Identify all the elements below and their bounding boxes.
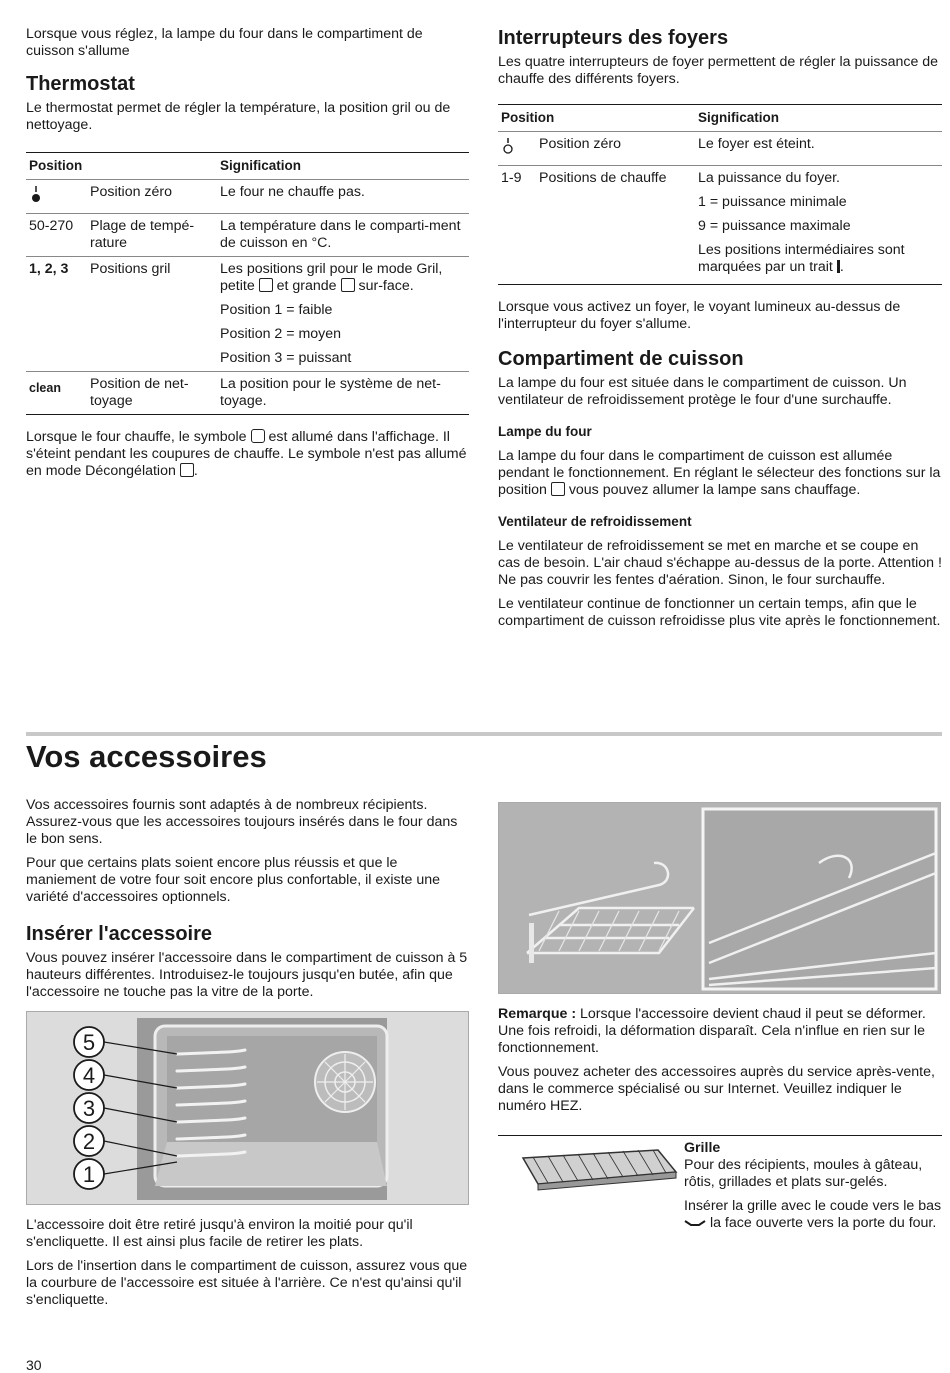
- row-code: clean: [26, 372, 87, 415]
- row-code: 1, 2, 3: [26, 257, 87, 372]
- table-row: [498, 132, 942, 166]
- zero-symbol-icon: [26, 180, 87, 214]
- lamp-text: [498, 448, 942, 499]
- row-sig: Position 2 = moyen: [220, 326, 342, 342]
- zero-symbol-icon: [498, 132, 536, 166]
- text-part: vous pouvez allumer la lampe sans chauffage.: [568, 482, 861, 498]
- oven-levels-figure: [26, 1011, 469, 1205]
- thermostat-text: Le thermostat permet de régler la température, la position gril ou de nettoyage.: [26, 100, 451, 133]
- row-sig: Position 3 = puissant: [220, 350, 352, 366]
- level-2-label: 2: [82, 1129, 96, 1154]
- level-3-label: 3: [82, 1096, 96, 1121]
- switches-text: Les quatre interrupteurs de foyer permettent de régler la puissance de chauffe des différents foyers.: [498, 54, 939, 87]
- rack-illustration: [499, 803, 941, 994]
- thermostat-heading: Thermostat: [26, 73, 135, 95]
- text-part: Insérer la grille avec le coude vers le bas: [684, 1198, 942, 1214]
- row-name: Position zéro: [87, 180, 217, 214]
- level-5-label: 5: [82, 1030, 96, 1055]
- text-part: Lorsque le four chauffe, le symbole: [26, 429, 247, 445]
- row-name: Position zéro: [536, 132, 695, 166]
- thermometer-icon: [251, 429, 265, 443]
- right-column: [498, 26, 942, 637]
- row-sig: La position pour le système de net-toyage.: [220, 376, 441, 409]
- accessories-right-column: [498, 802, 942, 1239]
- section-title: Vos accessoires: [26, 739, 267, 774]
- row-name: Position de net-toyage: [87, 372, 217, 415]
- row-code: 1-9: [498, 166, 536, 285]
- bar-mark-icon: [837, 260, 840, 273]
- row-sig: et grande: [276, 278, 337, 294]
- fan-heading: Ventilateur de refroidissement: [498, 514, 692, 529]
- th-signification: Signification: [217, 153, 469, 180]
- row-sig: La puissance du foyer.: [698, 170, 840, 186]
- row-sig: Le four ne chauffe pas.: [220, 184, 365, 200]
- th-signification: Signification: [695, 105, 942, 132]
- switches-heading: Interrupteurs des foyers: [498, 27, 729, 49]
- row-name: Positions gril: [87, 257, 217, 372]
- table-row: [26, 257, 469, 372]
- withdraw-text: L'accessoire doit être retiré jusqu'à environ la moitié pour qu'il s'encliquette. Il est ainsi plus facile de retirer les plats.: [26, 1217, 413, 1250]
- text-part: est allumé dans l'affichage. Il s'éteint pendant les coupures de chauffe. Le symbole n'est pas allumé en mode Décongélation: [26, 429, 467, 479]
- fan-text-2: Le ventilateur continue de fonctionner un certain temps, afin que le compartiment de cuisson refroidisse plus vite après le fonctionnement.: [498, 596, 941, 629]
- defrost-icon: [180, 463, 194, 477]
- small-grill-icon: [259, 278, 273, 292]
- table-row: [26, 214, 469, 257]
- large-grill-icon: [341, 278, 355, 292]
- row-sig: Le foyer est éteint.: [698, 136, 815, 152]
- left-column: [26, 26, 469, 487]
- fan-text-1: Le ventilateur de refroidissement se met en marche et se coupe en cas de besoin. L'air chaud s'échappe au-dessus de la porte. Attention ! Ne pas couvrir les fentes d'aération. Sinon, le four surchauffe.: [498, 538, 942, 588]
- row-sig: 9 = puissance maximale: [698, 218, 851, 234]
- lamp-heading: Lampe du four: [498, 424, 592, 439]
- note-label: Remarque :: [498, 1006, 577, 1022]
- rack-figure: [498, 802, 941, 994]
- grille-text-2: [684, 1198, 942, 1232]
- row-sig: sur-face.: [358, 278, 414, 294]
- switch-led-text: Lorsque vous activez un foyer, le voyant lumineux au-dessus de l'interrupteur du foyer s'allume.: [498, 299, 901, 332]
- row-sig: Les positions intermédiaires sont marquées par un trait: [698, 242, 905, 275]
- table-row: [26, 180, 469, 214]
- row-sig: 1 = puissance minimale: [698, 194, 847, 210]
- grille-image: [498, 1140, 684, 1200]
- insert-text: Vous pouvez insérer l'accessoire dans le compartiment de cuisson à 5 hauteurs différentes. Introduisez-le toujours jusqu'en butée, afin que l'accessoire ne touche pas la vitre de la porte.: [26, 950, 468, 1000]
- curvature-text: Lors de l'insertion dans le compartiment de cuisson, assurez vous que la courbure de l'accessoire est située à l'arrière. Ce n'est qu'ainsi qu'il s'encliquette.: [26, 1258, 468, 1308]
- page-number: 30: [26, 1357, 42, 1373]
- th-position: Position: [498, 105, 695, 132]
- text-part: Lorsque l'accessoire devient chaud il peut se déformer. Une fois refroidi, la déformation disparaît. Cela n'influe en rien sur le fonctionnement.: [498, 1006, 926, 1056]
- insert-heading: Insérer l'accessoire: [26, 923, 212, 945]
- text-part: la face ouverte vers la porte du four.: [709, 1215, 937, 1231]
- table-row: 1-9 Positions de chauffe La puissance du foyer. 1 = puissance minimale 9 = puissance maximale Les positions intermédiaires sont marquées par un trait .: [498, 166, 942, 285]
- heating-symbol-text: [26, 429, 469, 480]
- intro-text: Lorsque vous réglez, la lampe du four dans le compartiment de cuisson s'allume: [26, 26, 423, 59]
- row-name: Plage de tempé-rature: [87, 214, 217, 257]
- compartment-text: La lampe du four est située dans le compartiment de cuisson. Un ventilateur de refroidissement protège le four d'une surchauffe.: [498, 375, 907, 408]
- grille-text-1: Pour des récipients, moules à gâteau, rôtis, grillades et plats sur-gelés.: [684, 1157, 923, 1190]
- accessories-text-1: Vos accessoires fournis sont adaptés à de nombreux récipients. Assurez-vous que les accessoires toujours insérés dans le four dans le bon sens.: [26, 797, 458, 847]
- text-part: .: [193, 463, 198, 479]
- row-code: 50-270: [26, 214, 87, 257]
- row-name: Positions de chauffe: [536, 166, 695, 285]
- note-text: [498, 1006, 942, 1057]
- level-1-label: 1: [82, 1162, 96, 1187]
- switches-table: [498, 104, 942, 285]
- compartment-heading: Compartiment de cuisson: [498, 348, 744, 370]
- thermostat-table: [26, 152, 469, 415]
- section-divider: [26, 732, 942, 736]
- oven-levels-illustration: [27, 1012, 469, 1205]
- th-position: Position: [26, 153, 217, 180]
- accessories-left-column: [26, 797, 469, 1316]
- grille-item: [498, 1135, 942, 1239]
- text-part: La lampe du four dans le compartiment de cuisson est allumée pendant le fonctionnement. En réglant le sélecteur des fonctions sur la position: [498, 448, 941, 498]
- table-row: [26, 372, 469, 415]
- accessories-text-2: Pour que certains plats soient encore plus réussis et que le maniement de votre four soit encore plus confortable, il existe une variété d'accessoires optionnels.: [26, 855, 441, 905]
- row-sig: Les positions gril pour le mode Gril, petite: [220, 261, 443, 294]
- row-sig: Position 1 = faible: [220, 302, 333, 318]
- purchase-text: Vous pouvez acheter des accessoires auprès du service après-vente, dans le commerce spécialisé ou sur Internet. Veuillez indiquer le numéro HEZ.: [498, 1064, 935, 1114]
- lamp-icon: [551, 482, 565, 496]
- row-sig: La température dans le comparti-ment de cuisson en °C.: [220, 218, 461, 251]
- grille-description: [684, 1140, 942, 1239]
- grille-title: Grille: [684, 1140, 721, 1156]
- level-4-label: 4: [82, 1063, 96, 1088]
- bend-down-icon: [684, 1219, 706, 1227]
